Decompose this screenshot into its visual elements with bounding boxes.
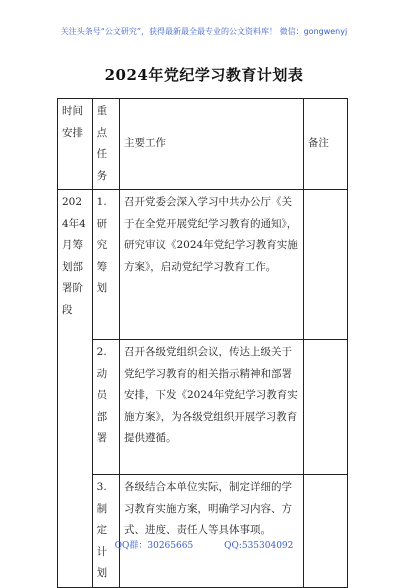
top-notice: 关注头条号“公文研究”，获得最新最全最专业的公文资料库！ 微信：gongwenyj	[60, 27, 348, 36]
task-cell: 2.动员部署	[92, 340, 119, 475]
task-cell: 1.研究筹划	[92, 190, 119, 340]
period-cell: 2024年4月筹划部署阶段	[58, 190, 93, 588]
work-cell: 各级结合本单位实际，制定详细的学习教育实施方案，明确学习内容、方式、进度、责任人等具体事项。	[119, 475, 303, 588]
qq-number-text: QQ:535304092	[224, 541, 294, 551]
footer-contact	[0, 538, 408, 551]
header-time: 时间安排	[58, 99, 93, 190]
header-note: 备注	[303, 99, 347, 190]
note-cell	[303, 340, 347, 475]
qq-group-text: QQ群：30265665	[114, 541, 194, 551]
document-title: 2024年党纪学习教育计划表	[104, 66, 304, 84]
task-cell: 3.制定计划	[92, 475, 119, 588]
work-cell: 召开党委会深入学习中共办公厅《关于在全党开展党纪学习教育的通知》，研究审议《2024年党纪学习教育实施方案》，启动党纪学习教育工作。	[119, 190, 303, 340]
header-work: 主要工作	[119, 99, 303, 190]
table-row	[58, 475, 348, 588]
table-row	[58, 190, 348, 340]
plan-table	[57, 98, 348, 588]
work-cell: 召开各级党组织会议，传达上级关于党纪学习教育的相关指示精神和部署安排，下发《2024年党纪学习教育实施方案》，为各级党组织开展学习教育提供遵循。	[119, 340, 303, 475]
note-cell	[303, 190, 347, 340]
note-cell	[303, 475, 347, 588]
table-header-row	[58, 99, 348, 190]
header-task: 重点任务	[92, 99, 119, 190]
table-row	[58, 340, 348, 475]
